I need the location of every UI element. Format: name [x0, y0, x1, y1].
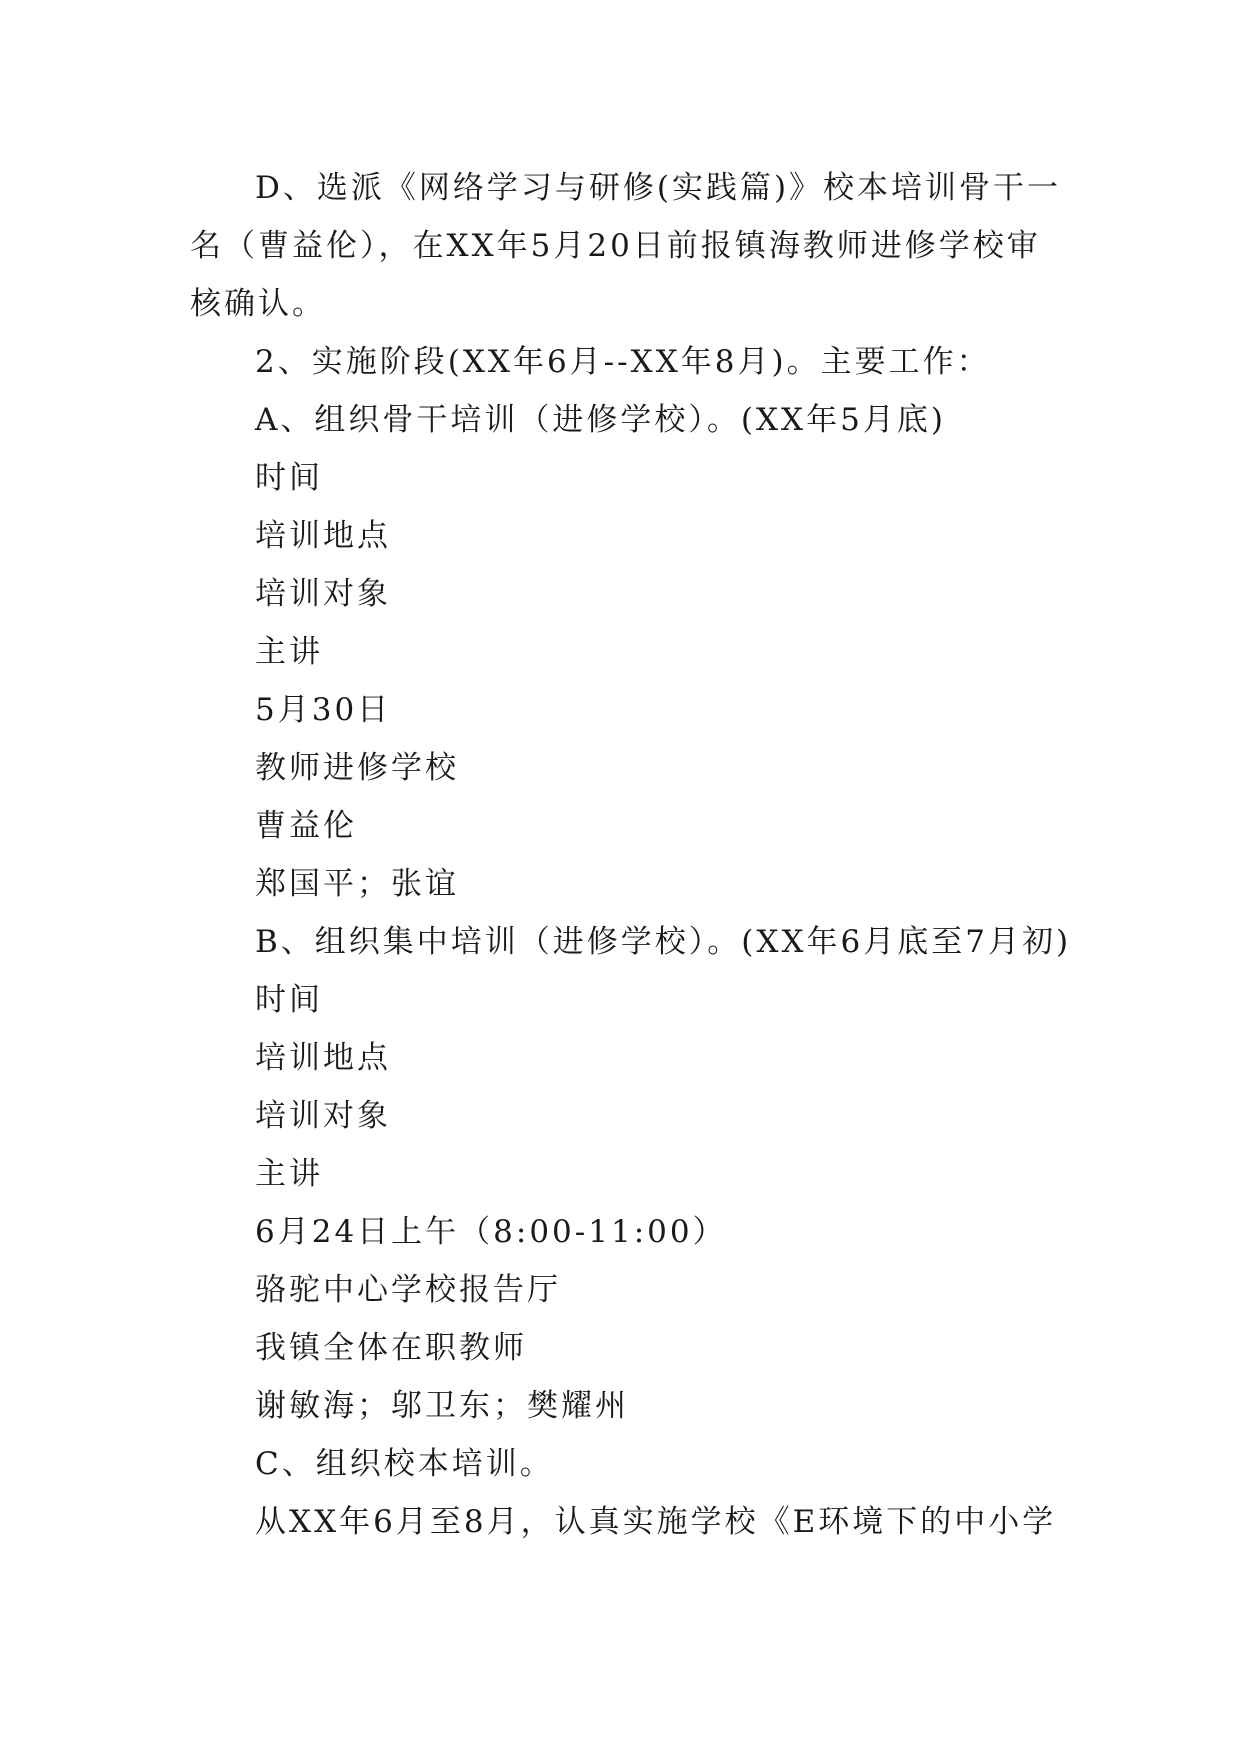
text-line: 培训对象: [255, 576, 391, 612]
text-line: 教师进修学校: [255, 750, 459, 786]
text-line: 培训地点: [255, 518, 391, 554]
text-line: 核确认。: [190, 286, 326, 322]
text-line: A、组织骨干培训（进修学校）。(XX年5月底): [255, 402, 946, 438]
text-line: 主讲: [255, 1156, 323, 1192]
text-line: C、组织校本培训。: [255, 1446, 554, 1482]
text-line: 2、实施阶段(XX年6月--XX年8月)。主要工作：: [255, 344, 991, 380]
text-line: 郑国平；张谊: [255, 866, 459, 902]
text-line: 时间: [255, 460, 323, 496]
text-line: 名（曹益伦），在XX年5月20日前报镇海教师进修学校审: [190, 228, 1041, 264]
text-line: 培训地点: [255, 1040, 391, 1076]
text-line: 从XX年6月至8月，认真实施学校《E环境下的中小学: [255, 1504, 1057, 1540]
text-line: 我镇全体在职教师: [255, 1330, 527, 1366]
text-line: 时间: [255, 982, 323, 1018]
text-line: 6月24日上午（8:00-11:00）: [255, 1214, 727, 1250]
text-line: 骆驼中心学校报告厅: [255, 1272, 561, 1308]
text-line: 培训对象: [255, 1098, 391, 1134]
text-line: 曹益伦: [255, 808, 357, 844]
text-line: B、组织集中培训（进修学校）。(XX年6月底至7月初): [255, 924, 1072, 960]
text-line: 主讲: [255, 634, 323, 670]
text-line: 5月30日: [255, 692, 392, 728]
text-line: 谢敏海；邬卫东；樊耀州: [255, 1388, 629, 1424]
text-line: D、选派《网络学习与研修(实践篇)》校本培训骨干一: [255, 170, 1062, 206]
